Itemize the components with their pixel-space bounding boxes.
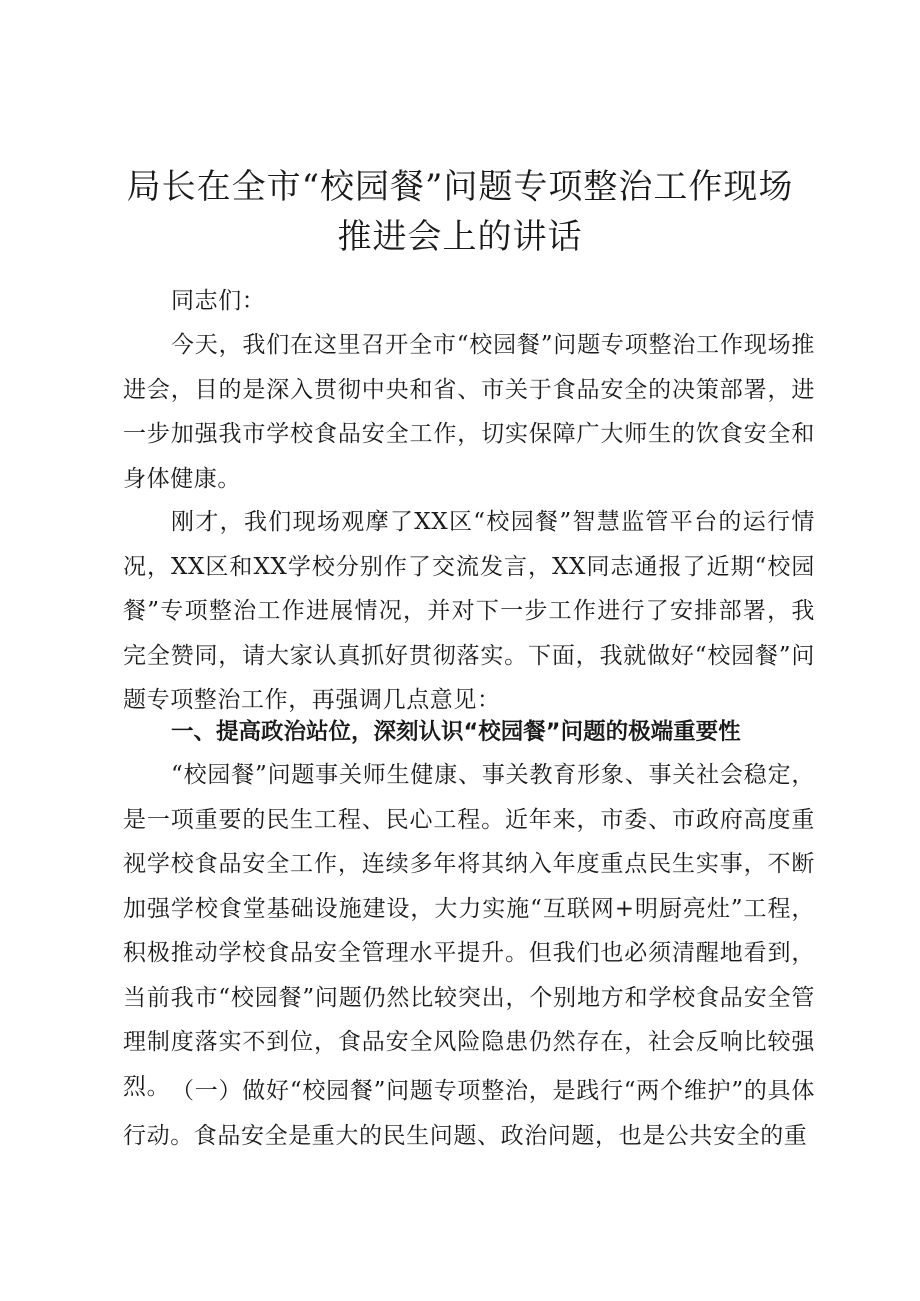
paragraph-subpoint-1: （一）做好“校园餐”问题专项整治，是践行“两个维护”的具体行动。食品安全是重大的民生问题、政治问题，也是公共安全的重 xyxy=(123,1078,815,1149)
section-heading-1: 一、提高政治站位，深刻认识“校园餐”问题的极端重要性 xyxy=(171,719,741,745)
paragraph-opening: 今天，我们在这里召开全市“校园餐”问题专项整治工作现场推进会，目的是深入贯彻中央和省、市关于食品安全的决策部署，进一步加强我市学校食品安全工作，切实保障广大师生的饮食安全和身体健康。 xyxy=(123,332,815,492)
paragraph-review: 刚才，我们现场观摩了XX区“校园餐”智慧监管平台的运行情况，XX区和XX学校分别作了交流发言，XX同志通报了近期“校园餐”专项整治工作进展情况，并对下一步工作进行了安排部署，我完全赞同，请大家认真抓好贯彻落实。下面，我就做好“校园餐”问题专项整治工作，再强调几点意见： xyxy=(123,509,815,713)
document-title-line-1: 局长在全市“校园餐”问题专项整治工作现场 xyxy=(126,167,794,207)
salutation: 同志们： xyxy=(171,288,266,314)
paragraph-importance: “校园餐”问题事关师生健康、事关教育形象、事关社会稳定，是一项重要的民生工程、民心工程。近年来，市委、市政府高度重视学校食品安全工作，连续多年将其纳入年度重点民生实事，不断加强学校食堂基础设施建设，大力实施“互联网+明厨亮灶”工程，积极推动学校食品安全管理水平提升。但我们也必须清醒地看到，当前我市“校园餐”问题仍然比较突出，个别地方和学校食品安全管理制度落实不到位，食品安全风险隐患仍然存在，社会反响比较强烈。 xyxy=(123,762,815,1100)
document-title-line-2: 推进会上的讲话 xyxy=(337,217,583,257)
